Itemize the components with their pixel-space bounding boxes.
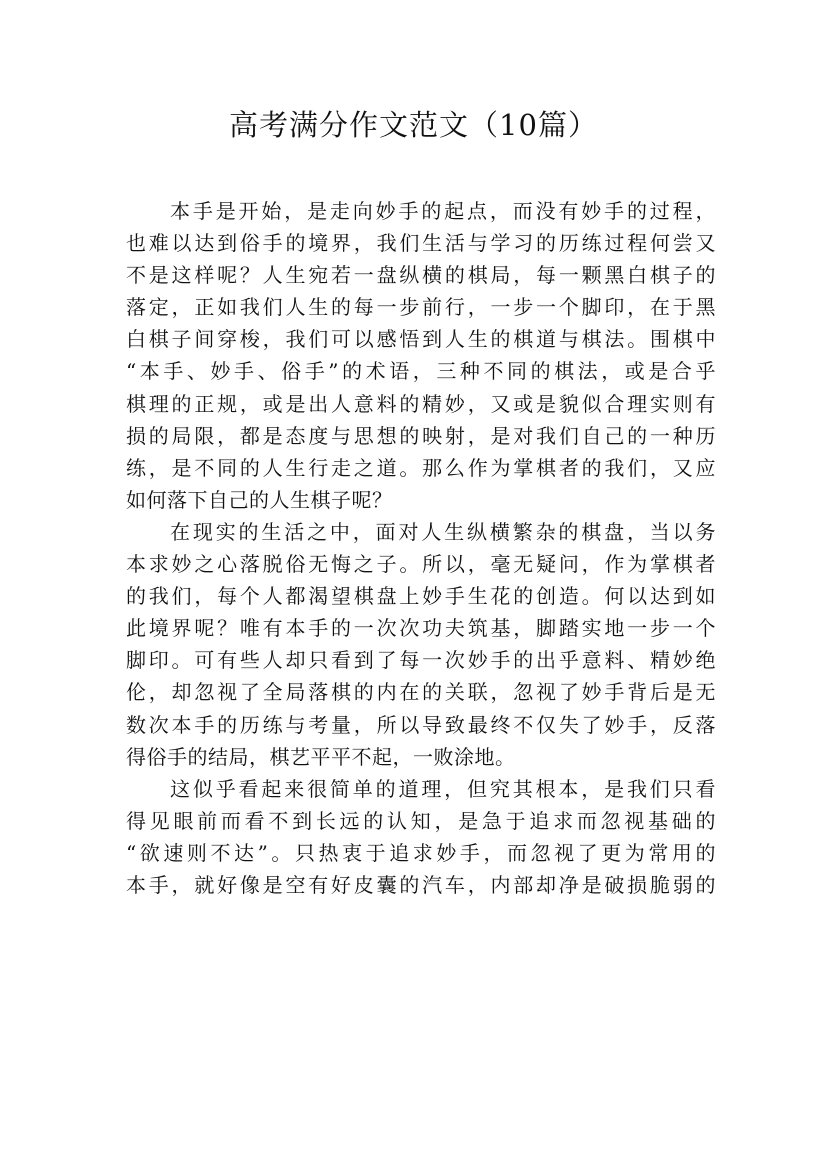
document-title: 高考满分作文范文（10篇） (229, 108, 598, 142)
document-body (126, 195, 716, 901)
text-line: 如何落下自己的人生棋子呢？ (126, 487, 393, 512)
text-line: 这似乎看起来很简单的道理，但究其根本，是我们只看 (170, 776, 716, 801)
text-line: 得见眼前而看不到长远的认知，是急于追求而忽视基础的 (126, 808, 716, 833)
text-line: 脚印。可有些人却只看到了每一次妙手的出乎意料、精妙绝 (126, 648, 716, 673)
text-line: 数次本手的历练与考量，所以导致最终不仅失了妙手，反落 (126, 712, 716, 737)
text-line: 也难以达到俗手的境界，我们生活与学习的历练过程何尝又 (126, 231, 716, 256)
text-line: 不是这样呢？人生宛若一盘纵横的棋局，每一颗黑白棋子的 (126, 263, 716, 288)
text-line: 伦，却忽视了全局落棋的内在的关联，忽视了妙手背后是无 (126, 680, 716, 705)
text-line: “本手、妙手、俗手”的术语，三种不同的棋法，或是合乎 (126, 359, 716, 384)
text-line: 落定，正如我们人生的每一步前行，一步一个脚印，在于黑 (126, 295, 716, 320)
text-line: 白棋子间穿梭，我们可以感悟到人生的棋道与棋法。围棋中 (126, 327, 716, 352)
text-line: 本求妙之心落脱俗无悔之子。所以，毫无疑问，作为掌棋者 (126, 552, 716, 577)
text-line: 的我们，每个人都渴望棋盘上妙手生花的创造。何以达到如 (126, 584, 716, 609)
text-line: 此境界呢？唯有本手的一次次功夫筑基，脚踏实地一步一个 (126, 616, 716, 641)
text-line: 损的局限，都是态度与思想的映射，是对我们自己的一种历 (126, 423, 716, 448)
text-line: 本手，就好像是空有好皮囊的汽车，内部却净是破损脆弱的 (126, 872, 716, 897)
text-line: 练，是不同的人生行走之道。那么作为掌棋者的我们，又应 (126, 455, 716, 480)
text-line: 棋理的正规，或是出人意料的精妙，又或是貌似合理实则有 (126, 391, 716, 416)
text-line: 得俗手的结局，棋艺平平不起，一败涂地。 (126, 744, 516, 769)
text-line: 在现实的生活之中，面对人生纵横繁杂的棋盘，当以务 (170, 519, 716, 544)
text-line: 本手是开始，是走向妙手的起点，而没有妙手的过程， (170, 199, 716, 223)
text-line: “欲速则不达”。只热衷于追求妙手，而忽视了更为常用的 (126, 840, 716, 865)
